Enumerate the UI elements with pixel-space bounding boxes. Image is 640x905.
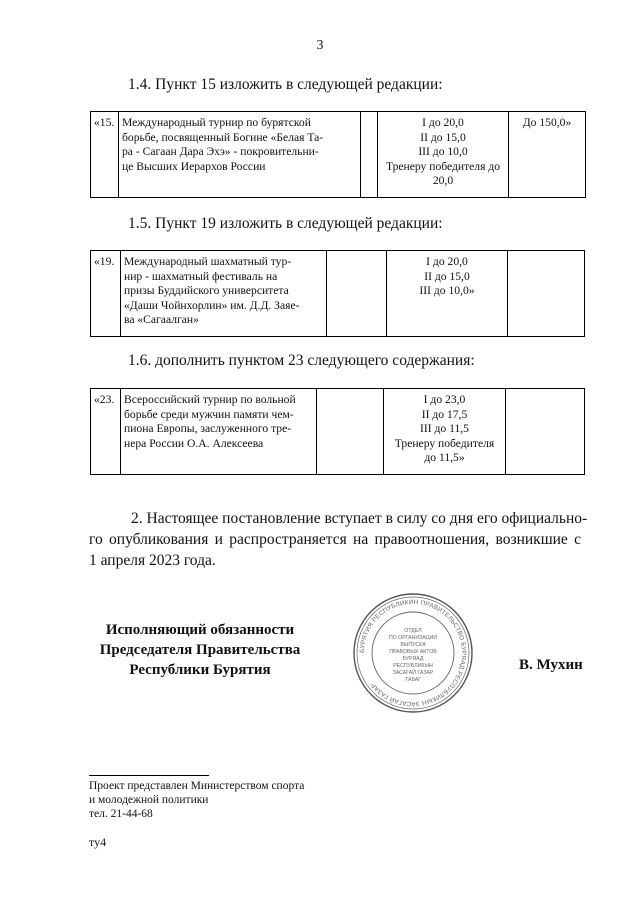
stamp-text: ВЫПУСКА	[400, 642, 426, 648]
description-line: нера России О.А. Алексеева	[124, 436, 264, 450]
description-line: «Даши Чойнхорлин» им. Д.Д. Заяе-	[124, 298, 300, 312]
item-description	[119, 112, 361, 198]
description-line: нир - шахматный фестиваль на	[124, 269, 278, 283]
prize-line: I до 20,0	[426, 255, 468, 268]
footer-line: и молодежной политики	[89, 794, 209, 806]
stamp-text: ЗАСАГАЙ ГАЗАР	[392, 670, 434, 676]
paragraph-line: 1 апреля 2023 года.	[89, 552, 216, 569]
table-row	[91, 112, 586, 198]
total-amount: До 150,0»	[509, 112, 586, 198]
signatory-title-line: Председателя Правительства	[99, 642, 301, 658]
item-description	[121, 251, 327, 337]
item-number: «19.	[91, 251, 121, 337]
footer-divider	[89, 775, 209, 776]
page-number: 3	[316, 38, 324, 53]
prize-line: III до 11,5	[420, 422, 469, 436]
stamp-text: РЕСПУБЛИКЫН	[393, 663, 433, 669]
description-line: призы Буддийского университета	[124, 284, 289, 298]
prize-line: III до 10,0	[418, 145, 468, 159]
empty-cell	[506, 389, 585, 475]
description-line: борьбе, посвященный Богине «Белая Та-	[122, 130, 324, 144]
stamp-text: ПО ОРГАНИЗАЦИИ	[389, 635, 437, 641]
description-line: це Высших Иерархов России	[122, 159, 266, 173]
signatory-title-line: Республики Бурятия	[129, 662, 271, 678]
stamp-ring-text: БУРЯТИЯ РЕСПУБЛИКИН ПРАВИТЕЛЬСТВО БУРЯАД РЕСПУБЛИКЫН ЗАСАГАЙ ГАЗАР	[358, 598, 468, 708]
empty-cell	[361, 112, 378, 198]
signatory-title-line: Исполняющий обязанности	[105, 622, 295, 638]
prize-line: до 11,5»	[424, 451, 465, 465]
stamp-text: БУРЯАД	[402, 656, 424, 662]
prize-line: Тренеру победителя	[394, 436, 495, 450]
prize-line: III до 10,0»	[419, 284, 475, 298]
description-line: Международный шахматный тур-	[124, 255, 292, 268]
section-heading-1-5: 1.5. Пункт 19 изложить в следующей редакции:	[128, 215, 443, 232]
stamp-text: ОТДЕЛ	[404, 628, 422, 634]
description-line: борьбе среди мужчин памяти чем-	[124, 407, 294, 421]
prize-line: Тренеру победителя до	[385, 159, 501, 173]
official-stamp	[352, 592, 474, 714]
prize-line: II до 15,0	[424, 269, 470, 283]
paragraph-line: 2. Настоящее постановление вступает в силу со дня его официально-	[131, 510, 588, 527]
empty-cell	[508, 251, 585, 337]
table-row	[91, 389, 585, 475]
item-number: «23.	[91, 389, 121, 475]
footer-line: тел. 21-44-68	[89, 808, 153, 820]
prize-amounts	[378, 112, 509, 198]
prize-line: I до 20,0	[422, 116, 464, 129]
paragraph-line: го опубликования и распространяется на правоотношения, возникшие с	[89, 531, 581, 548]
signatory-name: В. Мухин	[519, 657, 583, 673]
prize-line: II до 15,0	[420, 130, 466, 144]
prize-line: 20,0	[432, 174, 454, 188]
item-description	[121, 389, 317, 475]
empty-cell	[327, 251, 387, 337]
prize-line: I до 23,0	[423, 393, 466, 406]
empty-cell	[317, 389, 384, 475]
prize-line: II до 17,5	[421, 407, 468, 421]
footer-note	[89, 779, 304, 821]
document-initials: ту4	[89, 835, 107, 849]
stamp-text: ПРАВОВЫХ АКТОВ	[389, 649, 437, 655]
stamp-text: ТАБАГ	[404, 677, 422, 683]
description-line: пиона Европы, заслуженного тре-	[124, 422, 292, 436]
description-line: Всероссийский турнир по вольной	[124, 393, 296, 406]
amendment-table-23	[90, 388, 585, 475]
description-line: ра - Сагаан Дара Эхэ» - покровительни-	[122, 145, 319, 159]
footer-line: Проект представлен Министерством спорта	[89, 780, 305, 792]
description-line: Международный турнир по бурятской	[122, 116, 311, 129]
item-number: «15.	[91, 112, 119, 198]
prize-amounts	[387, 251, 508, 337]
prize-amounts	[384, 389, 506, 475]
paragraph-effective-date	[89, 508, 588, 571]
section-heading-1-6: 1.6. дополнить пунктом 23 следующего содержания:	[128, 352, 475, 369]
table-row	[91, 251, 585, 337]
description-line: ва «Сагаалган»	[124, 313, 199, 327]
signatory-title	[80, 620, 320, 680]
amendment-table-19	[90, 250, 585, 337]
amendment-table-15	[90, 111, 586, 198]
section-heading-1-4: 1.4. Пункт 15 изложить в следующей редакции:	[128, 76, 443, 93]
